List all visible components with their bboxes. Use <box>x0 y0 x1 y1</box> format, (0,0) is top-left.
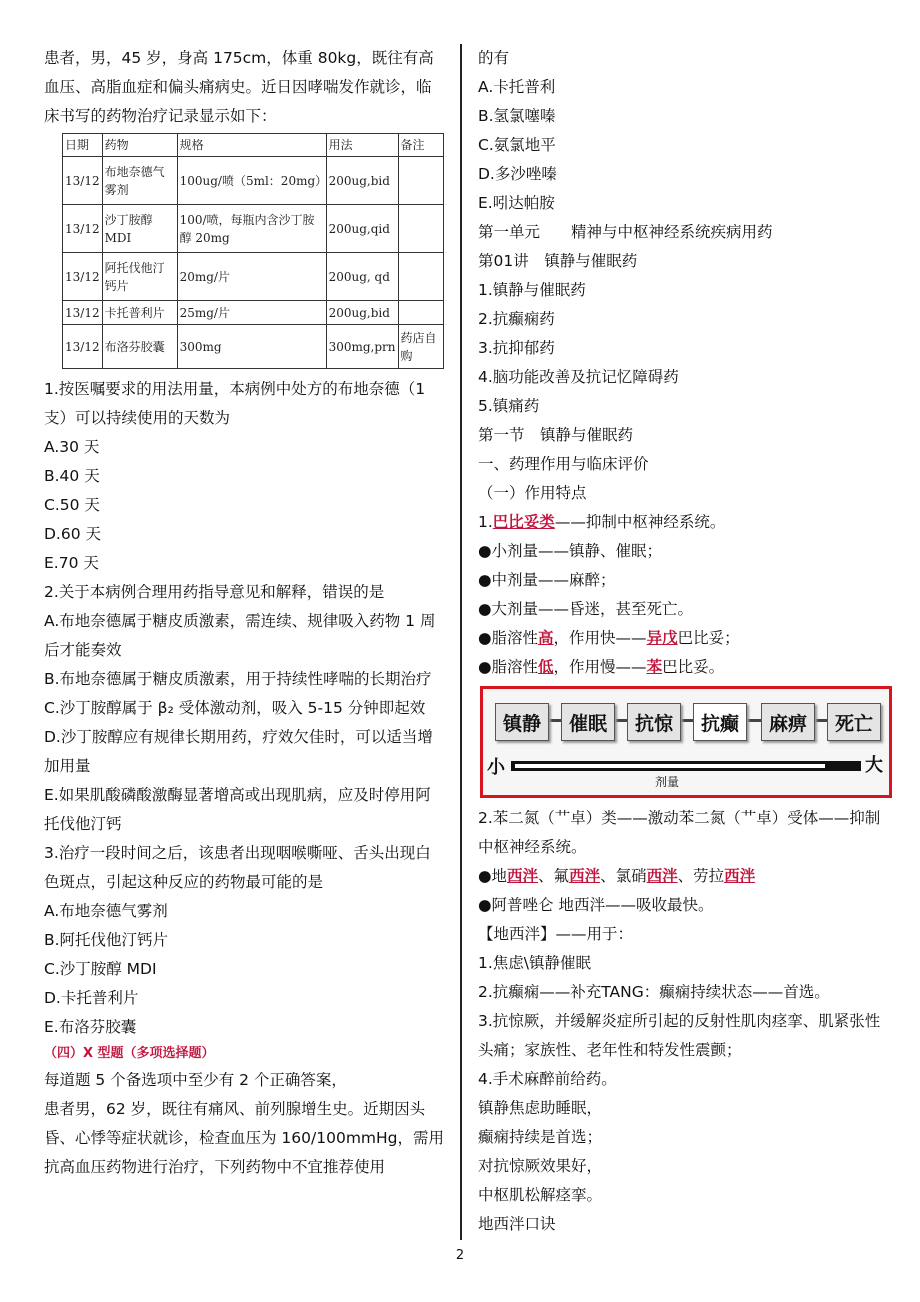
option: A.布地奈德气雾剂 <box>44 902 168 920</box>
lipid-high-line <box>478 624 888 653</box>
dose-line: ●小剂量——镇静、催眠； <box>478 542 663 560</box>
subsection-title: （一）作用特点 <box>478 484 587 502</box>
rhyme-line: 镇静焦虑助睡眠， <box>478 1099 603 1117</box>
table-cell: 200ug,qid <box>326 205 398 253</box>
option: D.多沙唑嗪 <box>478 165 557 183</box>
text: 、氯硝 <box>600 867 647 885</box>
question-3: 3.治疗一段时间之后，该患者出现咽喉嘶哑、舌头出现白色斑点，引起这种反应的药物最可能的是 <box>44 844 431 891</box>
table-cell: 13/12 <box>63 157 103 205</box>
text: ，作用快—— <box>553 629 647 647</box>
option: C.沙丁胺醇 MDI <box>44 960 157 978</box>
section-title: 第一节 镇静与催眠药 <box>478 426 634 444</box>
medication-table <box>62 133 444 369</box>
dose-line: ●大剂量——昏迷，甚至死亡。 <box>478 600 694 618</box>
unit-title: 第一单元 精神与中枢神经系统疾病用药 <box>478 223 773 241</box>
table-cell: 13/12 <box>63 253 103 301</box>
text: ●地 <box>478 867 508 885</box>
table-cell: 300mg <box>177 325 326 369</box>
use-item: 1.焦虑\镇静催眠 <box>478 954 592 972</box>
table-row <box>63 301 444 325</box>
diagram-box-anticonvulsion: 抗惊 <box>627 703 681 741</box>
option: E.如果肌酸磷酸激酶显著增高或出现肌病，应及时停用阿托伐他汀钙 <box>44 786 431 833</box>
right-column <box>478 44 888 1239</box>
table-cell <box>398 157 443 205</box>
table-header: 用法 <box>326 134 398 157</box>
option: B.布地奈德属于糖皮质激素，用于持续性哮喘的长期治疗 <box>44 670 432 688</box>
option: A.布地奈德属于糖皮质激素，需连续、规律吸入药物 1 周后才能奏效 <box>44 612 436 659</box>
table-header-row <box>63 134 444 157</box>
diagram-box-death: 死亡 <box>827 703 881 741</box>
left-column <box>44 44 446 1182</box>
text: 巴比妥； <box>677 629 740 647</box>
keyword: 低 <box>538 658 554 676</box>
column-divider <box>460 44 462 1240</box>
diagram-box-antiepilepsy: 抗癫 <box>693 703 747 741</box>
benzodiazepine-line: 2.苯二氮（艹卓）类——激动苯二氮（艹卓）受体——抑制中枢神经系统。 <box>478 809 881 856</box>
question-2: 2.关于本病例合理用药指导意见和解释，错误的是 <box>44 583 385 601</box>
table-cell: 200ug, qd <box>326 253 398 301</box>
table-cell: 13/12 <box>63 325 103 369</box>
table-cell: 卡托普利片 <box>102 301 177 325</box>
table-cell: 25mg/片 <box>177 301 326 325</box>
option: D.卡托普利片 <box>44 989 139 1007</box>
table-cell <box>398 301 443 325</box>
table-cell: 200ug,bid <box>326 301 398 325</box>
rhyme-title: 地西泮口诀 <box>478 1215 556 1233</box>
keyword: 巴比妥类 <box>492 513 555 531</box>
option: E.布洛芬胶囊 <box>44 1018 137 1036</box>
topic-item: 4.脑功能改善及抗记忆障碍药 <box>478 368 679 386</box>
table-header: 药物 <box>102 134 177 157</box>
table-cell: 13/12 <box>63 205 103 253</box>
page-number: 2 <box>455 1248 465 1263</box>
x-case: 患者男，62 岁，既往有痛风、前列腺增生史。近期因头昏、心悸等症状就诊，检查血压为 160/100mmHg，需用抗高血压药物进行治疗，下列药物中不宜推荐使用 <box>44 1100 445 1176</box>
dose-effect-diagram <box>480 686 892 798</box>
large-label: 大 <box>865 755 883 776</box>
subsection-title: 一、药理作用与临床评价 <box>478 455 649 473</box>
axis-label: 剂量 <box>655 775 680 789</box>
use-item: 2.抗癫痫——补充TANG：癫痫持续状态——首选。 <box>478 983 830 1001</box>
table-cell: 100/喷，每瓶内含沙丁胺醇 20mg <box>177 205 326 253</box>
text: ●脂溶性 <box>478 658 539 676</box>
option: D.60 天 <box>44 525 102 543</box>
section-heading-x: （四）X 型题（多项选择题） <box>44 1046 215 1061</box>
table-row <box>63 253 444 301</box>
lecture-title: 第01讲 镇静与催眠药 <box>478 252 638 270</box>
dose-line: ●中剂量——麻醉； <box>478 571 616 589</box>
option: E.70 天 <box>44 554 99 572</box>
diagram-box-sedation: 镇静 <box>495 703 549 741</box>
rhyme-line: 癫痫持续是首选； <box>478 1128 603 1146</box>
keyword: 异戊 <box>646 629 678 647</box>
option: E.吲达帕胺 <box>478 194 555 212</box>
table-row <box>63 157 444 205</box>
table-row <box>63 205 444 253</box>
table-cell: 药店自购 <box>398 325 443 369</box>
x-intro: 每道题 5 个备选项中至少有 2 个正确答案， <box>44 1071 347 1089</box>
topic-item: 5.镇痛药 <box>478 397 540 415</box>
use-item: 4.手术麻醉前给药。 <box>478 1070 617 1088</box>
table-cell: 布地奈德气雾剂 <box>102 157 177 205</box>
lipid-low-line <box>478 653 888 682</box>
diazepam-heading: 【地西泮】——用于： <box>478 925 634 943</box>
keyword: 苯 <box>646 658 663 676</box>
x-case-end: 的有 <box>478 49 510 67</box>
option: C.氨氯地平 <box>478 136 556 154</box>
rhyme-line: 对抗惊厥效果好， <box>478 1157 603 1175</box>
option: B.40 天 <box>44 467 100 485</box>
option: A.卡托普利 <box>478 78 556 96</box>
table-cell: 阿托伐他汀钙片 <box>102 253 177 301</box>
question-1: 1.按医嘱要求的用法用量，本病例中处方的布地奈德（1 支）可以持续使用的天数为 <box>44 380 426 427</box>
text: 、劳拉 <box>677 867 725 885</box>
topic-item: 3.抗抑郁药 <box>478 339 555 357</box>
table-cell <box>398 253 443 301</box>
diazepam-list <box>478 862 888 891</box>
table-header: 规格 <box>177 134 326 157</box>
keyword: 高 <box>538 629 554 647</box>
dose-arrow-inner <box>515 764 825 768</box>
text: 巴比妥。 <box>662 658 725 676</box>
small-label: 小 <box>487 757 505 778</box>
text: 1. <box>478 513 493 531</box>
option: D.沙丁胺醇应有规律长期用药，疗效欠佳时，可以适当增加用量 <box>44 728 433 775</box>
table-cell: 100ug/喷（5ml：20mg） <box>177 157 326 205</box>
diagram-box-hypnosis: 催眠 <box>561 703 615 741</box>
table-header: 日期 <box>63 134 103 157</box>
option: B.阿托伐他汀钙片 <box>44 931 169 949</box>
alprazolam-line: ●阿普唑仑 地西泮——吸收最快。 <box>478 896 714 914</box>
text: ●脂溶性 <box>478 629 539 647</box>
table-cell: 200ug,bid <box>326 157 398 205</box>
keyword: 西泮 <box>507 867 539 885</box>
table-row <box>63 325 444 369</box>
diagram-box-anesthesia: 麻痹 <box>761 703 815 741</box>
option: C.50 天 <box>44 496 100 514</box>
option: C.沙丁胺醇属于 β₂ 受体激动剂，吸入 5-15 分钟即起效 <box>44 699 426 717</box>
table-cell <box>398 205 443 253</box>
table-cell: 沙丁胺醇MDI <box>102 205 177 253</box>
barbiturate-line <box>478 508 888 537</box>
text: ，作用慢—— <box>553 658 647 676</box>
case-intro: 患者，男，45 岁，身高 175cm，体重 80kg，既往有高血压、高脂血症和偏头痛病史。近日因哮喘发作就诊，临床书写的药物治疗记录显示如下： <box>44 49 434 125</box>
rhyme-line: 中枢肌松解痉挛。 <box>478 1186 603 1204</box>
topic-item: 1.镇静与催眠药 <box>478 281 586 299</box>
text: ——抑制中枢神经系统。 <box>554 513 726 531</box>
use-item: 3.抗惊厥，并缓解炎症所引起的反射性肌肉痉挛、肌紧张性头痛；家族性、老年性和特发性震颤； <box>478 1012 881 1059</box>
keyword: 西泮 <box>569 867 601 885</box>
table-cell: 布洛芬胶囊 <box>102 325 177 369</box>
table-cell: 300mg,prn <box>326 325 398 369</box>
keyword: 西泮 <box>724 867 756 885</box>
table-cell: 20mg/片 <box>177 253 326 301</box>
table-header: 备注 <box>398 134 443 157</box>
text: 、氟 <box>538 867 570 885</box>
topic-item: 2.抗癫痫药 <box>478 310 555 328</box>
keyword: 西泮 <box>646 867 678 885</box>
option: B.氢氯噻嗪 <box>478 107 556 125</box>
option: A.30 天 <box>44 438 100 456</box>
table-cell: 13/12 <box>63 301 103 325</box>
